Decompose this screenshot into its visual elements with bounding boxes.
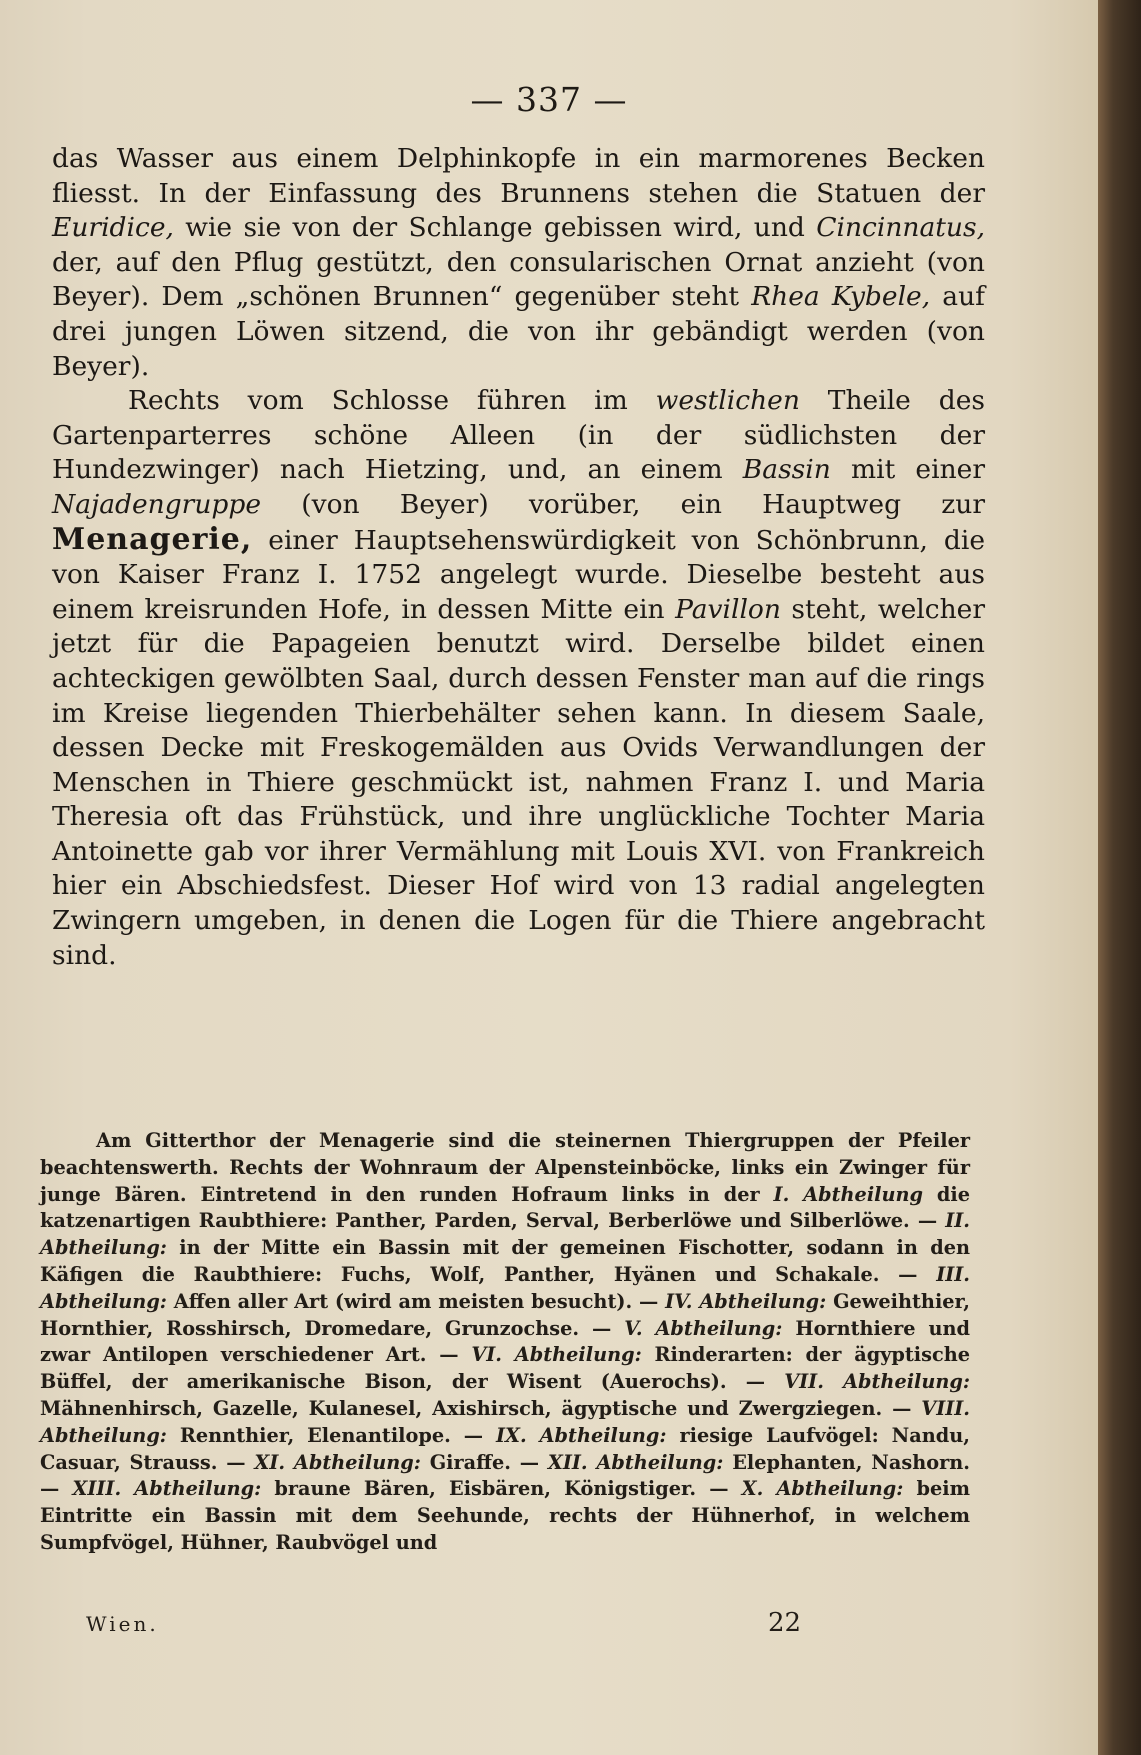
text-run: Rennthier, Elenantilope. — (166, 1423, 496, 1447)
italic-term: III. Abtheilung: (40, 1262, 970, 1313)
text-run: die katzenartigen Raubthiere: Panther, Parden, Serval, Berberlöwe und Silberlöwe. — (40, 1182, 970, 1233)
italic-term: westlichen (655, 385, 800, 417)
text-run: Rechts vom Schlosse führen im (128, 385, 656, 417)
text-run: mit einer (830, 454, 985, 486)
text-run: Hornthiere und zwar Antilopen verschiedener Art. — (40, 1316, 971, 1367)
text-run: Geweihthier, Hornthier, Rosshirsch, Dromedare, Grunzochse. — (40, 1289, 970, 1340)
book-edge (1098, 0, 1141, 1755)
text-run: (von Beyer) vorüber, ein Hauptweg zur (261, 488, 985, 520)
text-run: riesige Laufvögel: Nandu, Casuar, Strauss. — (40, 1423, 970, 1474)
text-run: Mähnenhirsch, Gazelle, Kulanesel, Axishirsch, ägyptische und Zwergziegen. — (40, 1396, 922, 1420)
sheet-number: 22 (768, 1608, 802, 1638)
italic-term: Euridice, (52, 212, 174, 244)
italic-term: I. Abtheilung (773, 1182, 923, 1206)
bold-heading-term: Menagerie, (52, 521, 253, 557)
text-run: beim Eintritte ein Bassin mit dem Seehunde, rechts der Hühnerhof, in welchem Sumpfvögel, Hühner, Raubvögel und (40, 1477, 970, 1554)
italic-term: XIII. Abtheilung: (72, 1477, 262, 1501)
italic-term: Najadengruppe (52, 488, 262, 520)
text-run: Giraffe. — (420, 1450, 548, 1474)
text-run: Theile des Gartenparterres schöne Alleen (in der südlichsten der Hundezwinger) nach Hietzing, und, an einem (52, 385, 985, 486)
text-run: steht, welcher jetzt für die Papageien benutzt wird. Derselbe bildet einen achteckigen gewölbten Saal, durch dessen Fenster man auf die rings im Kreise liegenden Thierbehälter sehen kann. In diesem Saale, dessen Decke mit Freskogemälden aus Ovids Verwandlungen der Menschen in Thiere geschmückt ist, nahmen Franz I. und Maria Theresia oft das Frühstück, und ihre unglückliche Tochter Maria Antoinette gab vor ihrer Vermählung mit Louis XVI. von Frankreich hier ein Abschiedsfest. Dieser Hof wird von 13 radial angelegten Zwingern umgeben, in denen die Logen für die Thiere angebracht sind. (52, 593, 985, 971)
text-run: Affen aller Art (wird am meisten besucht). — (166, 1289, 666, 1313)
text-run: einer Hauptsehenswürdigkeit von Schönbrunn, die von Kaiser Franz I. 1752 angelegt wurde. Dieselbe besteht aus einem kreisrunden Hofe, in dessen Mitte ein (52, 524, 985, 625)
page-number-header: — 337 — (470, 80, 628, 119)
italic-term: Bassin (742, 454, 831, 486)
italic-term: XI. Abtheilung: (254, 1450, 421, 1474)
text-run: braune Bären, Eisbären, Königstiger. — (261, 1477, 742, 1501)
text-run: Elephanten, Nashorn. — (40, 1450, 970, 1501)
italic-term: V. Abtheilung: (624, 1316, 783, 1340)
text-run: in der Mitte ein Bassin mit der gemeinen Fischotter, sodann in den Käfigen die Raubthiere: Fuchs, Wolf, Panther, Hyänen und Schakale. — (40, 1236, 970, 1286)
signature-mark: Wien. (86, 1612, 159, 1636)
text-run: auf drei jungen Löwen sitzend, die von ihr gebändigt werden (von Beyer). (52, 281, 985, 382)
main-text (52, 142, 985, 973)
italic-term: Rhea Kybele, (751, 281, 931, 313)
text-run: das Wasser aus einem Delphinkopfe in ein marmorenes Becken fliesst. In der Einfassung des Brunnens stehen die Statuen der (52, 143, 985, 209)
italic-term: VI. Abtheilung: (471, 1343, 642, 1367)
italic-term: IV. Abtheilung: (665, 1289, 827, 1313)
italic-term: IX. Abtheilung: (495, 1423, 667, 1447)
italic-term: X. Abtheilung: (741, 1477, 904, 1501)
footnote-small-print (40, 1128, 970, 1557)
text-run: Rinderarten: der ägyptische Büffel, der amerikanische Bison, der Wisent (Auerochs). — (40, 1343, 970, 1394)
text-run: der, auf den Pflug gestützt, den consularischen Ornat anzieht (von Beyer). Dem „schönen Brunnen“ gegenüber steht (52, 246, 985, 313)
paragraph-menagerie (52, 384, 985, 973)
italic-term: Cincinnatus, (816, 212, 985, 244)
text-run: Am Gitterthor der Menagerie sind die steinernen Thiergruppen der Pfeiler beachtenswerth. Rechts der Wohnraum der Alpensteinböcke, links ein Zwinger für junge Bären. Eintretend in den runden Hofraum links in der (40, 1129, 970, 1206)
italic-term: VIII. Abtheilung: (40, 1396, 970, 1447)
italic-term: XII. Abtheilung: (547, 1450, 724, 1474)
italic-term: II. Abtheilung: (40, 1209, 970, 1260)
text-run: wie sie von der Schlange gebissen wird, und (173, 212, 817, 244)
paragraph-schoener-brunnen (52, 142, 985, 384)
italic-term: VII. Abtheilung: (784, 1370, 971, 1394)
footnote-paragraph (40, 1128, 970, 1557)
italic-term: Pavillon (675, 593, 781, 625)
